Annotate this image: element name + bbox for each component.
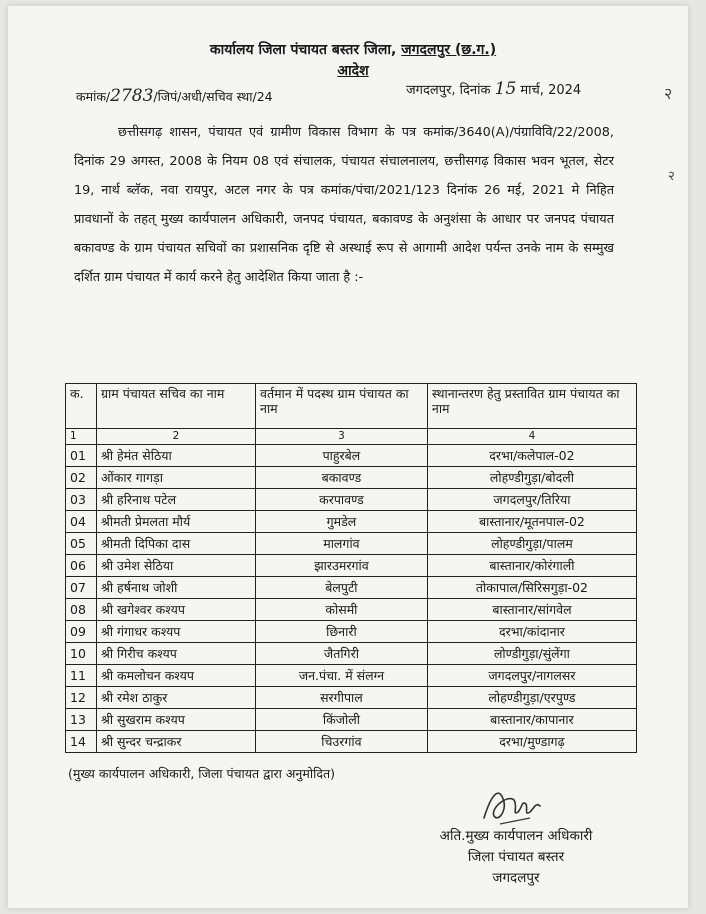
cell-proposed-panchayat: जगदलपुर/तिरिया xyxy=(427,489,636,511)
column-header-current: वर्तमान में पदस्थ ग्राम पंचायत का नाम xyxy=(256,384,428,429)
cell-current-panchayat: कोसमी xyxy=(256,599,428,621)
cell-current-panchayat: झारउमरगांव xyxy=(256,555,428,577)
order-date: जगदलपुर, दिनांक 15 मार्च, 2024 xyxy=(406,79,582,99)
transfer-table xyxy=(65,383,637,753)
cell-secretary-name: श्री कमलोचन कश्यप xyxy=(97,665,256,687)
cell-serial-number: 08 xyxy=(66,599,97,621)
cell-current-panchayat: जन.पंचा. में संलग्न xyxy=(256,665,428,687)
column-header-proposed: स्थानान्तरण हेतु प्रस्तावित ग्राम पंचायत का नाम xyxy=(427,384,636,429)
table-row xyxy=(66,555,637,577)
cell-secretary-name: ओंकार गागड़ा xyxy=(97,467,256,489)
cell-proposed-panchayat: लोहण्डीगुड़ा/एरपुण्ड xyxy=(427,687,636,709)
cell-secretary-name: श्री हरिनाथ पटेल xyxy=(97,489,256,511)
table-row xyxy=(66,445,637,467)
cell-current-panchayat: बेलपुटी xyxy=(256,577,428,599)
cell-proposed-panchayat: लोहण्डीगुड़ा/बोदली xyxy=(427,467,636,489)
cell-secretary-name: श्री रमेश ठाकुर xyxy=(97,687,256,709)
cell-proposed-panchayat: तोकापाल/सिरिसगुड़ा-02 xyxy=(427,577,636,599)
column-number-row: 1 2 3 4 xyxy=(66,429,637,445)
cell-serial-number: 02 xyxy=(66,467,97,489)
table-row xyxy=(66,599,637,621)
order-body-paragraph: छत्तीसगढ़ शासन, पंचायत एवं ग्रामीण विकास विभाग के पत्र कमांक/3640(A)/पंग्राविवि/22/2008, दिनांक 29 अगस्त, 2008 के नियम 08 एवं संचालक, पंचायत संचालनालय, छत्तीसगढ़ विकास भवन भूतल, सेटर 19, नार्थ ब्लॅक, नवा रायपुर, अटल नगर के पत्र कमांक/पंचा/2021/123 दिनांक 26 मई, 2021 मे निहित प्रावधानों के तहत् मुख्य कार्यपालन अधिकारी, जनपद पंचायत, बकावण्ड के अनुशंसा के आधार पर जनपद पंचायत बकावण्ड के ग्राम पंचायत सचिवों का प्रशासनिक दृष्टि से अस्थाई रूप से आगामी आदेश पर्यन्त उनके नाम के सम्मुख दर्शित ग्राम पंचायत में कार्य करने हेतु आदेशित किया जाता है :- xyxy=(74,125,614,285)
signatory-office: जिला पंचायत बस्तर xyxy=(467,849,565,865)
cell-current-panchayat: बकावण्ड xyxy=(256,467,428,489)
cell-secretary-name: श्री उमेश सेठिया xyxy=(97,555,256,577)
cell-proposed-panchayat: बास्तानार/सांगवेल xyxy=(427,599,636,621)
signatory-location: जगदलपुर xyxy=(492,870,540,886)
handwritten-date-day: 15 xyxy=(494,79,517,99)
cell-secretary-name: श्री गंगाधर कश्यप xyxy=(97,621,256,643)
cell-serial-number: 07 xyxy=(66,577,97,599)
signatory-designation: अति.मुख्य कार्यपालन अधिकारी xyxy=(439,828,593,844)
cell-current-panchayat: सरगीपाल xyxy=(256,687,428,709)
cell-proposed-panchayat: दरभा/मुण्डागढ़ xyxy=(427,731,636,753)
table-row xyxy=(66,709,637,731)
cell-current-panchayat: गुमडेल xyxy=(256,511,428,533)
handwritten-order-number: 2783 xyxy=(110,86,154,106)
margin-mark: २ xyxy=(664,84,673,103)
office-title-city: जगदलपुर (छ.ग.) xyxy=(401,42,497,58)
cell-secretary-name: श्रीमती प्रेमलता मौर्य xyxy=(97,511,256,533)
cell-serial-number: 04 xyxy=(66,511,97,533)
cell-secretary-name: श्री सुखराम कश्यप xyxy=(97,709,256,731)
cell-proposed-panchayat: लोहण्डीगुड़ा/पालम xyxy=(427,533,636,555)
table-row xyxy=(66,687,637,709)
table-row xyxy=(66,731,637,753)
office-title-main: कार्यालय जिला पंचायत बस्तर जिला, xyxy=(209,42,397,58)
cell-serial-number: 14 xyxy=(66,731,97,753)
cell-serial-number: 13 xyxy=(66,709,97,731)
table-row xyxy=(66,621,637,643)
office-title xyxy=(0,40,706,59)
cell-proposed-panchayat: जगदलपुर/नागलसर xyxy=(427,665,636,687)
cell-serial-number: 01 xyxy=(66,445,97,467)
cell-proposed-panchayat: दरभा/कलेपाल-02 xyxy=(427,445,636,467)
signature-block xyxy=(416,826,616,889)
order-heading: आदेश xyxy=(337,63,369,79)
cell-secretary-name: श्री हेमंत सेठिया xyxy=(97,445,256,467)
cell-current-panchayat: चिउरगांव xyxy=(256,731,428,753)
table-body xyxy=(66,445,637,753)
cell-serial-number: 11 xyxy=(66,665,97,687)
column-header-secretary: ग्राम पंचायत सचिव का नाम xyxy=(97,384,256,429)
approval-footnote: (मुख्य कार्यपालन अधिकारी, जिला पंचायत द्वारा अनुमोदित) xyxy=(68,766,335,781)
column-header-sn: क. xyxy=(66,384,97,429)
cell-serial-number: 09 xyxy=(66,621,97,643)
cell-current-panchayat: पाहुरबेल xyxy=(256,445,428,467)
cell-current-panchayat: छिनारी xyxy=(256,621,428,643)
table-header-row xyxy=(66,384,637,429)
table-row xyxy=(66,467,637,489)
table-row xyxy=(66,665,637,687)
cell-secretary-name: श्री गिरीच कश्यप xyxy=(97,643,256,665)
cell-proposed-panchayat: दरभा/कांदानार xyxy=(427,621,636,643)
cell-serial-number: 12 xyxy=(66,687,97,709)
cell-serial-number: 10 xyxy=(66,643,97,665)
cell-serial-number: 06 xyxy=(66,555,97,577)
cell-proposed-panchayat: बास्तानार/मूतनपाल-02 xyxy=(427,511,636,533)
cell-proposed-panchayat: बास्तानार/कोरंगाली xyxy=(427,555,636,577)
cell-current-panchayat: करपावण्ड xyxy=(256,489,428,511)
cell-secretary-name: श्रीमती दिपिका दास xyxy=(97,533,256,555)
cell-current-panchayat: जैतगिरी xyxy=(256,643,428,665)
cell-secretary-name: श्री हर्षनाथ जोशी xyxy=(97,577,256,599)
cell-secretary-name: श्री खगेश्वर कश्यप xyxy=(97,599,256,621)
table-row xyxy=(66,577,637,599)
signature-scribble xyxy=(478,782,548,830)
cell-current-panchayat: किंजोली xyxy=(256,709,428,731)
cell-proposed-panchayat: बास्तानार/कापानार xyxy=(427,709,636,731)
cell-secretary-name: श्री सुन्दर चन्द्राकर xyxy=(97,731,256,753)
cell-serial-number: 05 xyxy=(66,533,97,555)
table-row xyxy=(66,489,637,511)
table-row xyxy=(66,533,637,555)
table-row xyxy=(66,643,637,665)
margin-mark: २ xyxy=(668,169,675,184)
cell-serial-number: 03 xyxy=(66,489,97,511)
order-number: कमांक/2783/जिपं/अधी/सचिव स्था/24 xyxy=(76,86,273,106)
table-row xyxy=(66,511,637,533)
cell-current-panchayat: मालगांव xyxy=(256,533,428,555)
cell-proposed-panchayat: लोण्डीगुड़ा/सुंलेंगा xyxy=(427,643,636,665)
